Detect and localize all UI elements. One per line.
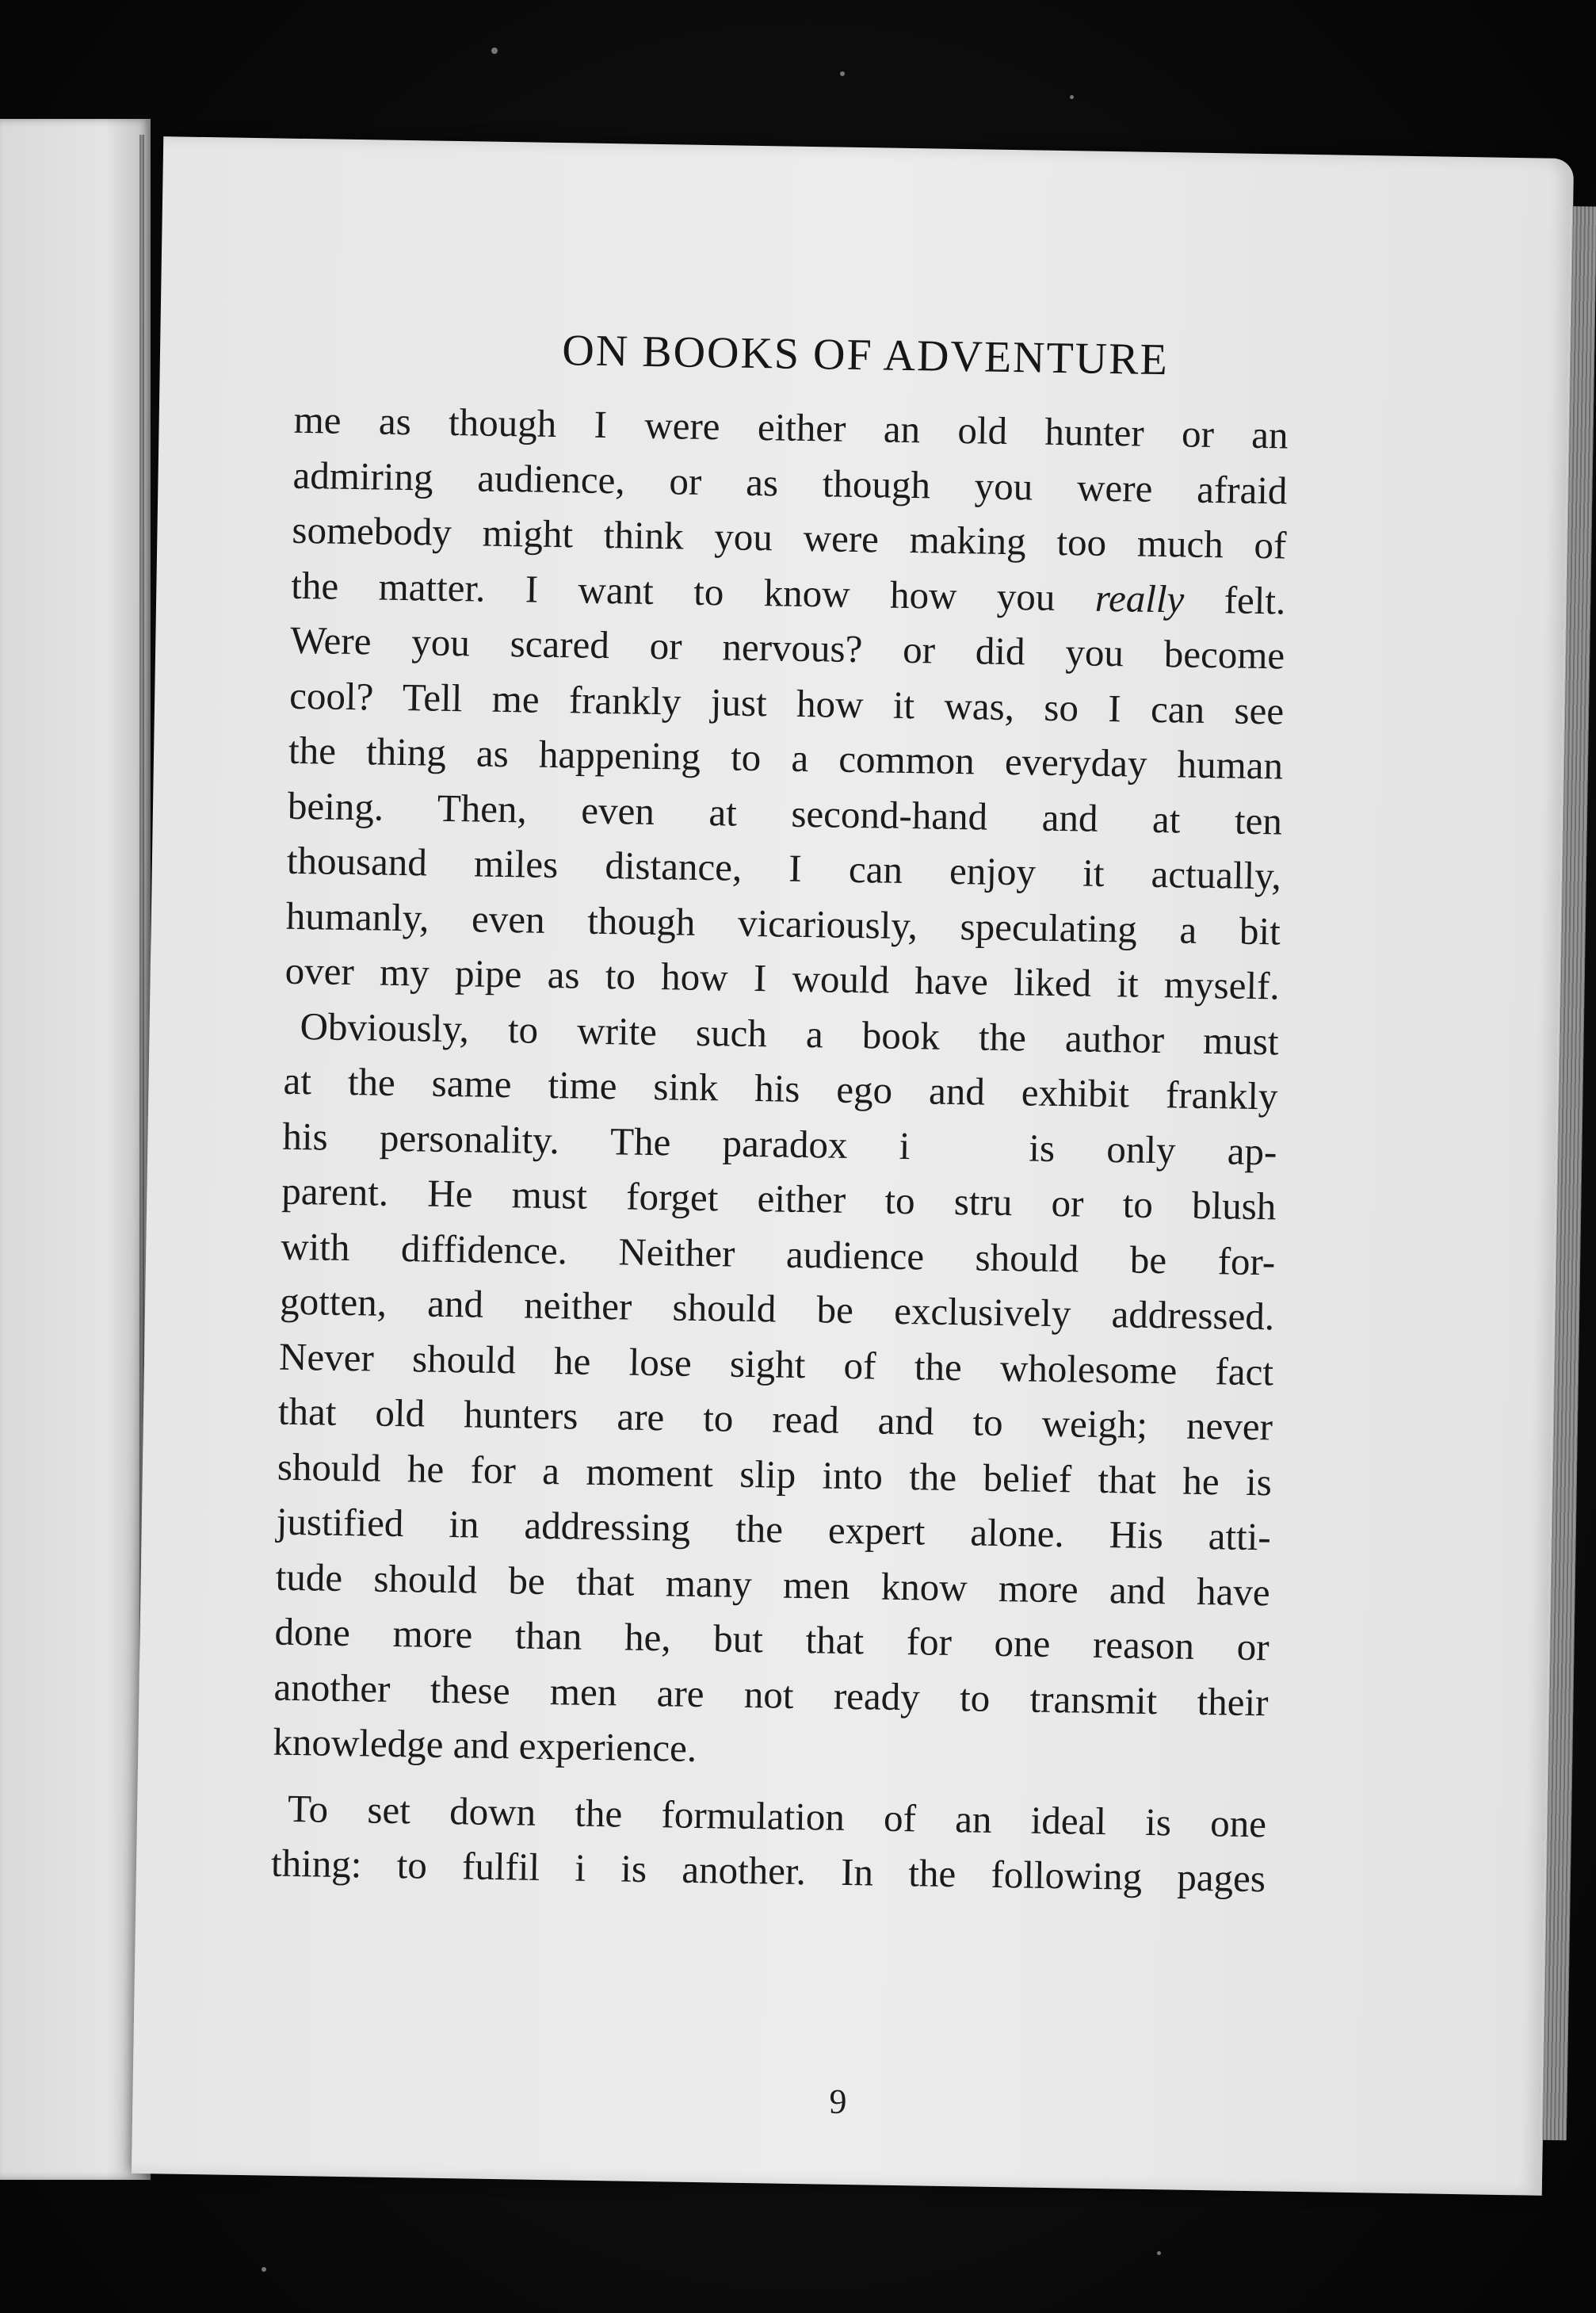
text-line: humanly, even though vicariously, speculating a bit [285,893,1281,953]
book-page [132,136,1574,2196]
text-line: Never should he lose sight of the wholesome fact [278,1334,1274,1394]
scan-speck [1157,2251,1161,2255]
scan-speck [491,48,498,54]
facing-page-edge [0,119,151,2180]
text-fragment: the matter. I want to know how you [290,563,1056,619]
scan-speck [262,2267,266,2272]
text-fragment: parent. He must forget either to stru [281,1168,1013,1225]
text-line: thousand miles distance, I can enjoy it actually, [286,838,1282,898]
running-head: ON BOOKS OF ADVENTURE [561,326,1170,385]
text-fragment: felt. [1224,577,1286,622]
text-line: Were you scared or nervous? or did you become [289,617,1285,678]
text-line: tude should be that many men know more and have [275,1554,1271,1614]
text-line: done more than he, but that for one reason or [274,1609,1270,1669]
text-line: that old hunters are to read and to weigh; never [277,1389,1273,1449]
text-line: Obviously, to write such a book the author must [300,1004,1279,1063]
text-line: the thing as happening to a common everyday human [288,728,1284,788]
text-line: To set down the formulation of an ideal is one [287,1786,1267,1845]
text-line: over my pipe as to how I would have liked it myself. [284,948,1281,1008]
text-line: being. Then, even at second-hand and at ten [287,783,1283,843]
text-line: with diffidence. Neither audience should be for- [280,1224,1276,1283]
damaged-gap [910,1159,1029,1160]
text-line: admiring audience, or as though you were afraid [292,453,1288,513]
text-line: somebody might think you were making too much of [292,507,1287,568]
body-text [271,392,1289,1906]
text-fragment: is another. In the following pages [620,1846,1266,1901]
text-line: should he for a moment slip into the belief that he is [277,1444,1273,1504]
scan-speck [840,71,845,76]
page-number: 9 [829,2082,847,2122]
text-line: cool? Tell me frankly just how it was, so I can see [288,673,1285,732]
text-line: gotten, and neither should be exclusively addressed. [279,1279,1275,1339]
text-fragment: thing: to fulfil i [270,1841,586,1890]
text-fragment: his personality. The paradox i [282,1114,911,1168]
text-line: at the same time sink his ego and exhibit frankly [283,1058,1278,1118]
text-fragment: or to blush [1051,1180,1277,1229]
text-fragment: is only ap- [1028,1125,1277,1173]
scan-speck [1070,95,1074,99]
text-line: another these men are not ready to transmit their [273,1665,1269,1724]
text-line: me as though I were either an old hunter or an [293,397,1289,457]
text-line: justified in addressing the expert alone. His atti- [276,1499,1272,1559]
italic-word: really [1094,575,1185,621]
text-line: knowledge and experience. [273,1719,697,1770]
